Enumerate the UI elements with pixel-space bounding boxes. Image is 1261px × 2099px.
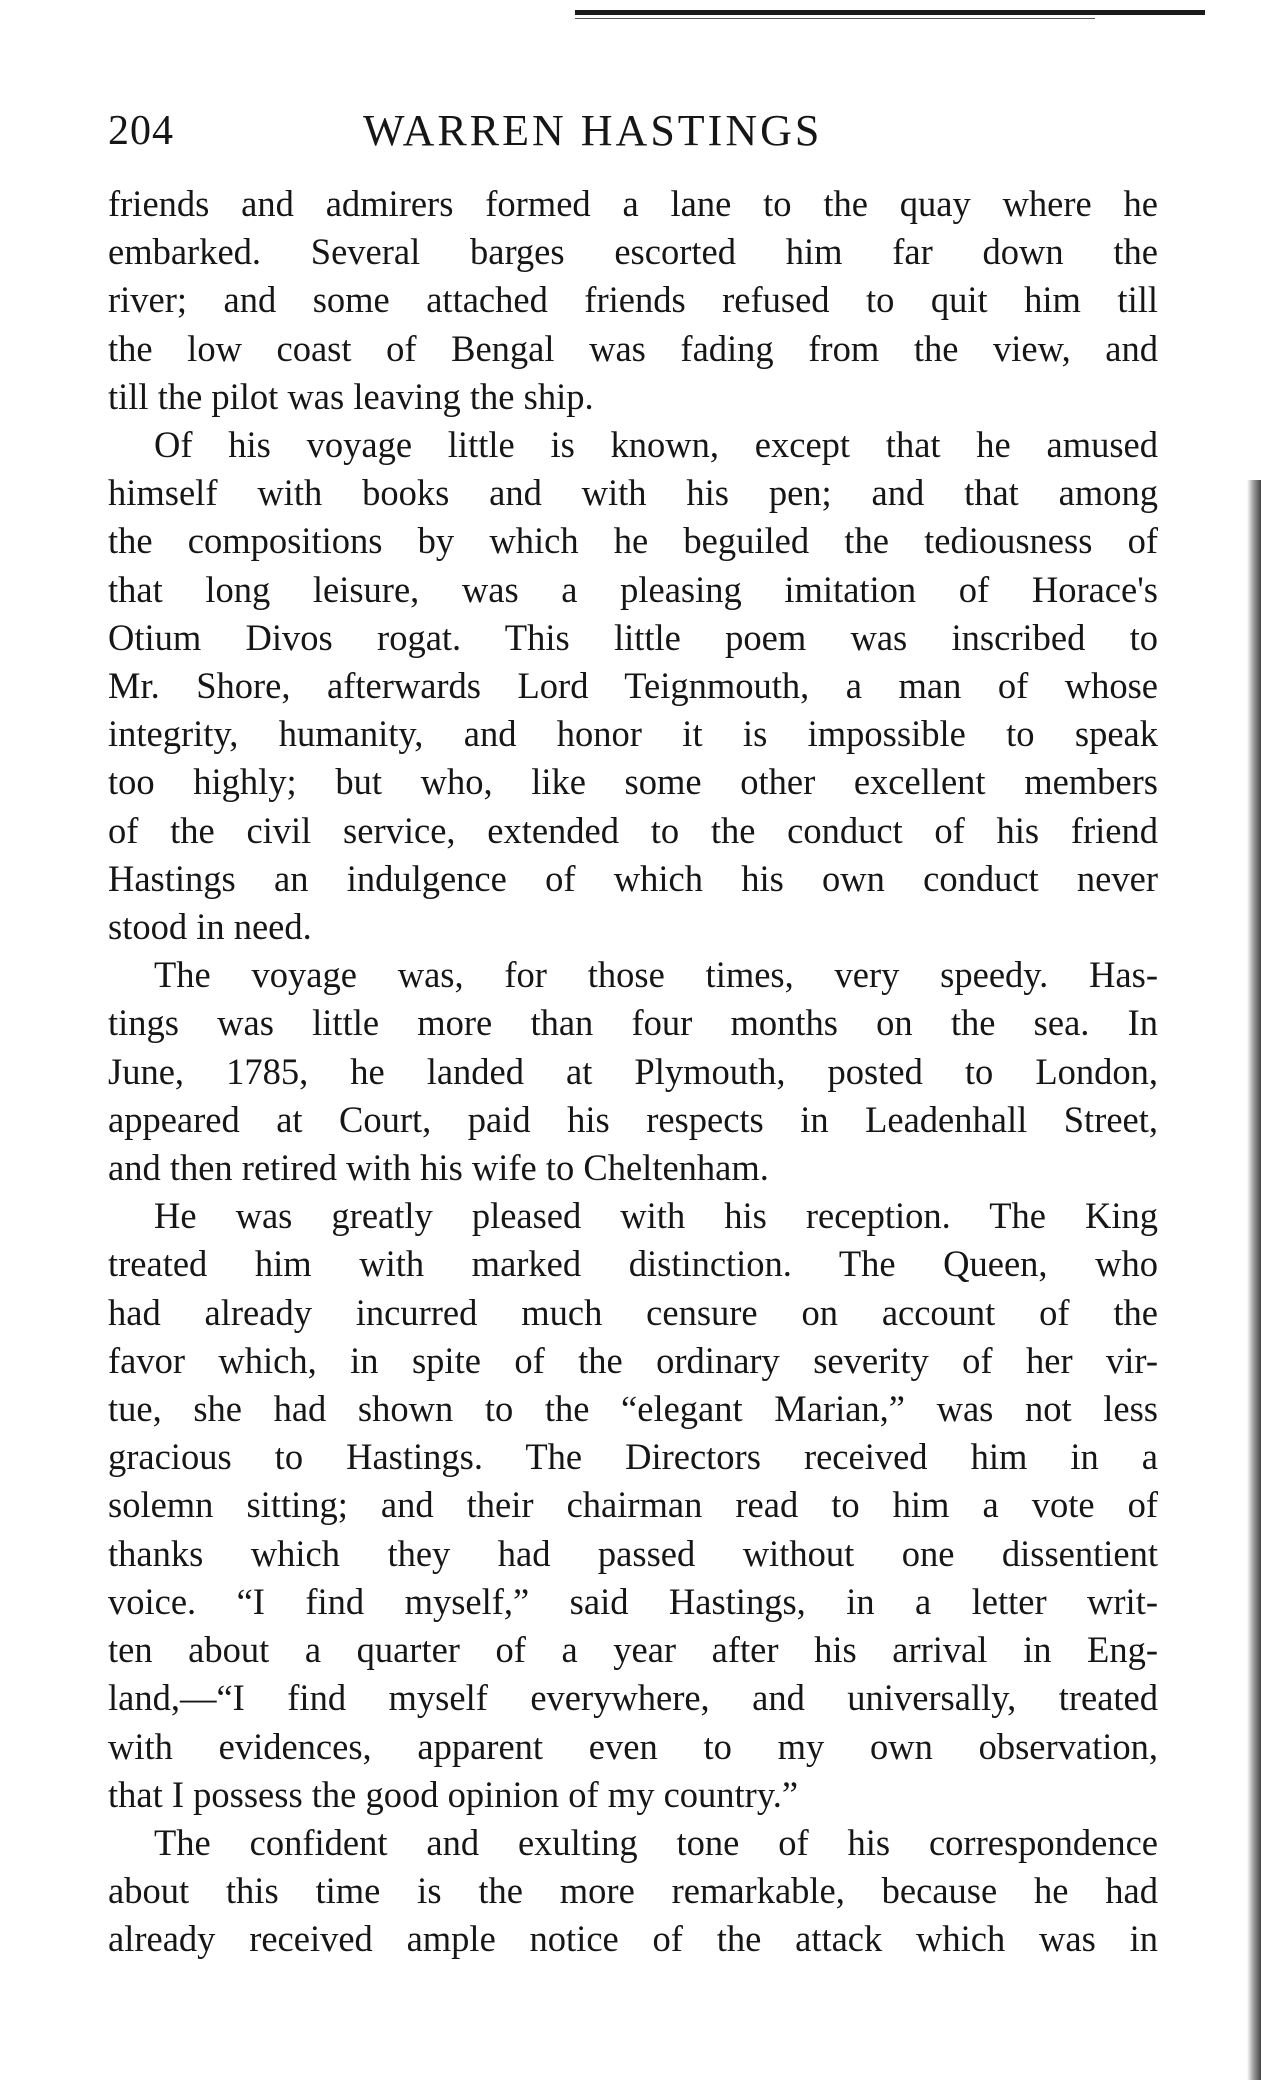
page-spine-shadow — [1247, 480, 1261, 2080]
text-line: solemn sitting; and their chairman read to him a vote of — [108, 1484, 1158, 1526]
text-line: himself with books and with his pen; and that among — [108, 472, 1158, 514]
text-line: integrity, humanity, and honor it is impossible to speak — [108, 713, 1158, 755]
text-line: already received ample notice of the attack which was in — [108, 1918, 1158, 1960]
text-line: too highly; but who, like some other excellent members — [108, 761, 1158, 803]
top-edge-thin-rule — [575, 18, 1095, 19]
text-line: that long leisure, was a pleasing imitation of Horace's — [108, 568, 1158, 610]
text-line: The confident and exulting tone of his correspondence — [154, 1821, 1158, 1863]
page-header — [108, 96, 1158, 166]
text-line: voice. “I find myself,” said Hastings, in a letter writ- — [108, 1580, 1158, 1622]
text-line: about this time is the more remarkable, because he had — [108, 1870, 1158, 1912]
text-line: of the civil service, extended to the conduct of his friend — [108, 809, 1158, 851]
text-line: Mr. Shore, afterwards Lord Teignmouth, a man of whose — [108, 665, 1158, 707]
text-line: favor which, in spite of the ordinary severity of her vir- — [108, 1339, 1158, 1381]
paragraph-5 — [108, 1819, 1158, 1964]
paragraph-4 — [108, 1192, 1158, 1819]
text-line: treated him with marked distinction. The Queen, who — [108, 1243, 1158, 1285]
text-line: river; and some attached friends refused to quit him till — [108, 279, 1158, 321]
running-head: WARREN HASTINGS — [363, 106, 823, 155]
text-line: embarked. Several barges escorted him far down the — [108, 231, 1158, 273]
text-line: stood in need. — [108, 906, 312, 948]
text-line: that I possess the good opinion of my country.” — [108, 1773, 799, 1815]
text-line: had already incurred much censure on account of the — [108, 1291, 1158, 1333]
body-text — [108, 180, 1158, 1964]
paragraph-3 — [108, 951, 1158, 1192]
text-line: Of his voyage little is known, except that he amused — [154, 424, 1158, 466]
text-line: with evidences, apparent even to my own observation, — [108, 1725, 1158, 1767]
text-line: the compositions by which he beguiled the tediousness of — [108, 520, 1158, 562]
text-line: gracious to Hastings. The Directors received him in a — [108, 1436, 1158, 1478]
page-number: 204 — [108, 108, 174, 154]
paragraph-2 — [108, 421, 1158, 951]
text-line: and then retired with his wife to Cheltenham. — [108, 1147, 769, 1189]
paragraph-1 — [108, 180, 1158, 421]
text-line: The voyage was, for those times, very speedy. Has- — [154, 954, 1158, 996]
text-line: tue, she had shown to the “elegant Marian,” was not less — [108, 1388, 1158, 1430]
text-line: thanks which they had passed without one dissentient — [108, 1532, 1158, 1574]
text-line: friends and admirers formed a lane to the quay where he — [108, 183, 1158, 224]
text-line: land,—“I find myself everywhere, and universally, treated — [108, 1677, 1158, 1719]
text-line: till the pilot was leaving the ship. — [108, 375, 594, 417]
text-line: He was greatly pleased with his reception. The King — [154, 1195, 1158, 1237]
text-line: the low coast of Bengal was fading from the view, and — [108, 327, 1158, 369]
top-edge-rule — [575, 10, 1205, 15]
text-line: ten about a quarter of a year after his arrival in Eng- — [108, 1629, 1158, 1671]
text-line: appeared at Court, paid his respects in Leadenhall Street, — [108, 1098, 1158, 1140]
text-line: Otium Divos rogat. This little poem was inscribed to — [108, 616, 1158, 658]
text-line: June, 1785, he landed at Plymouth, posted to London, — [108, 1050, 1158, 1092]
text-line: tings was little more than four months on the sea. In — [108, 1002, 1158, 1044]
text-line: Hastings an indulgence of which his own conduct never — [108, 857, 1158, 899]
